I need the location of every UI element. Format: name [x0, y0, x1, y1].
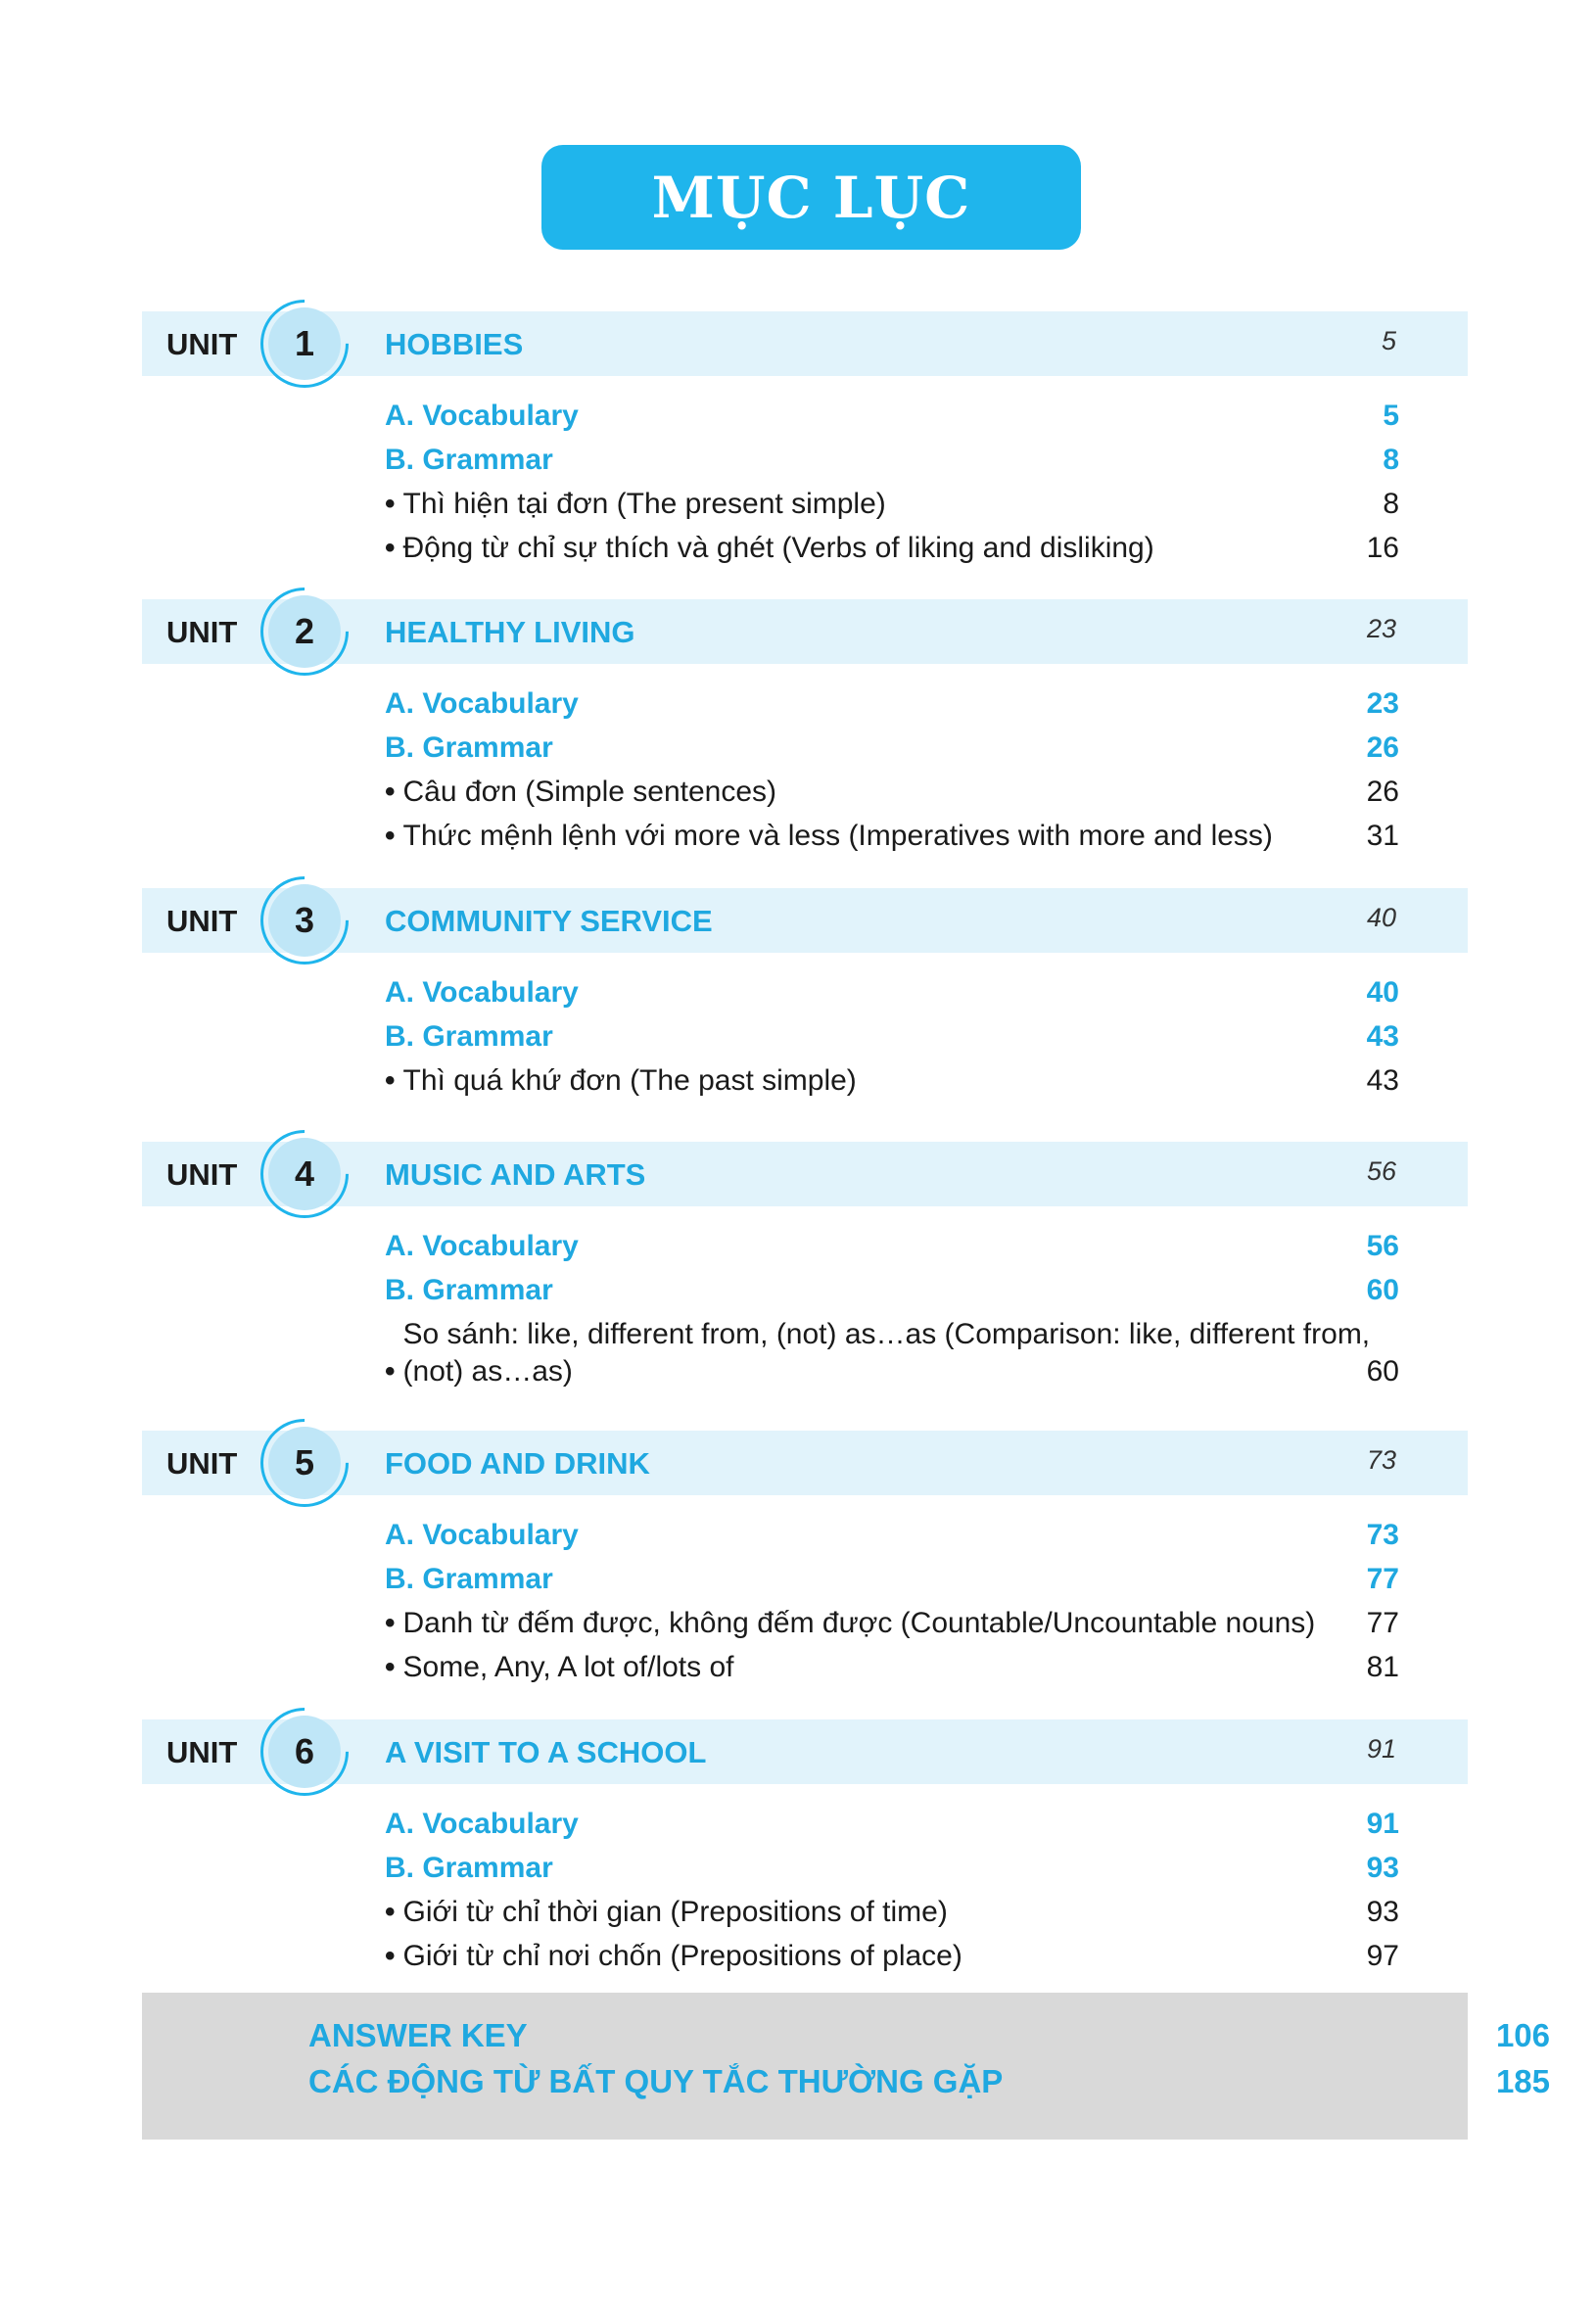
unit-page-number: 40: [1366, 903, 1396, 932]
toc-subentry[interactable]: [385, 1062, 1399, 1100]
unit-label: UNIT: [166, 1446, 238, 1481]
unit-title[interactable]: MUSIC AND ARTS: [385, 1157, 646, 1192]
toc-section-entry[interactable]: [385, 685, 1399, 723]
entry-text: Grammar: [422, 444, 553, 476]
unit-number-badge: [260, 1130, 354, 1224]
toc-subentry[interactable]: [385, 1316, 1399, 1390]
section-letter: B.: [385, 731, 414, 764]
bullet-icon: •: [385, 1064, 396, 1097]
entry-page-number: 93: [1366, 1896, 1399, 1928]
unit-number: 1: [268, 307, 341, 380]
entry-page-number: 91: [1366, 1808, 1399, 1840]
toc-subentry[interactable]: [385, 774, 1399, 811]
bullet-icon: •: [385, 1896, 396, 1928]
toc-section-entry[interactable]: [385, 1228, 1399, 1265]
toc-section-entry[interactable]: [385, 1850, 1399, 1887]
unit-page-number: 73: [1366, 1445, 1396, 1475]
entry-text: So sánh: like, different from, (not) as…as (Comparison: like, different from, (not) as…as): [402, 1318, 1371, 1388]
unit-title[interactable]: FOOD AND DRINK: [385, 1446, 650, 1481]
toc-subentry[interactable]: [385, 1649, 1399, 1686]
footer-item-label: CÁC ĐỘNG TỪ BẤT QUY TẮC THƯỜNG GẶP: [308, 2063, 1004, 2099]
toc-subentry[interactable]: [385, 1938, 1399, 1975]
toc-subentry[interactable]: [385, 1605, 1399, 1642]
toc-subentry[interactable]: [385, 1894, 1399, 1931]
toc-section-entry[interactable]: [385, 729, 1399, 767]
entry-page-number: 26: [1366, 731, 1399, 764]
entry-page-number: 77: [1366, 1563, 1399, 1595]
entry-text: Giới từ chỉ thời gian (Prepositions of time): [402, 1896, 948, 1928]
section-letter: A.: [385, 1808, 414, 1840]
bullet-icon: •: [385, 488, 396, 520]
unit-number-badge: [260, 588, 354, 682]
toc-section-entry[interactable]: [385, 1517, 1399, 1554]
unit-page-number: 56: [1366, 1156, 1396, 1186]
toc-section-entry[interactable]: [385, 398, 1399, 435]
unit-label: UNIT: [166, 615, 238, 649]
entry-text: Vocabulary: [422, 400, 579, 432]
unit-title[interactable]: HOBBIES: [385, 327, 524, 361]
entry-page-number: 73: [1366, 1519, 1399, 1551]
footer-item-label: ANSWER KEY: [308, 2017, 528, 2053]
unit-title[interactable]: HEALTHY LIVING: [385, 615, 635, 649]
unit-page-number: 5: [1381, 326, 1396, 355]
entry-text: Grammar: [422, 731, 553, 764]
unit-label: UNIT: [166, 1157, 238, 1192]
entry-page-number: 60: [1366, 1355, 1399, 1388]
entry-page-number: 93: [1366, 1852, 1399, 1884]
unit-number-badge: [260, 1419, 354, 1513]
unit-label: UNIT: [166, 1735, 238, 1769]
toc-section-entry[interactable]: [385, 974, 1399, 1012]
unit-page-number: 23: [1366, 614, 1396, 643]
entry-page-number: 16: [1366, 532, 1399, 564]
entry-text: Vocabulary: [422, 1230, 579, 1262]
unit-number-badge: [260, 300, 354, 394]
unit-title[interactable]: COMMUNITY SERVICE: [385, 904, 713, 938]
entry-page-number: 8: [1383, 488, 1399, 520]
entry-page-number: 26: [1366, 776, 1399, 808]
entry-page-number: 77: [1366, 1607, 1399, 1639]
entry-text: Grammar: [422, 1563, 553, 1595]
unit-label: UNIT: [166, 327, 238, 361]
bullet-icon: •: [385, 532, 396, 564]
entry-page-number: 31: [1366, 820, 1399, 852]
toc-subentry[interactable]: [385, 486, 1399, 523]
section-letter: B.: [385, 1852, 414, 1884]
entry-text: Câu đơn (Simple sentences): [402, 776, 777, 808]
footer-item-answer-key[interactable]: [308, 2017, 1550, 2054]
bullet-icon: •: [385, 1651, 396, 1683]
unit-number-badge: [260, 876, 354, 970]
section-letter: A.: [385, 1230, 414, 1262]
section-letter: A.: [385, 976, 414, 1009]
unit-number: 6: [268, 1716, 341, 1788]
footer-item-page: 185: [1495, 2063, 1550, 2099]
entry-text: Danh từ đếm được, không đếm được (Countable/Uncountable nouns): [402, 1607, 1316, 1639]
entry-page-number: 56: [1366, 1230, 1399, 1262]
footer-box: [142, 1993, 1550, 2140]
bullet-icon: •: [385, 1940, 396, 1972]
entry-text: Vocabulary: [422, 1519, 579, 1551]
bullet-icon: •: [385, 1355, 396, 1388]
section-letter: B.: [385, 1020, 414, 1053]
unit-number: 4: [268, 1138, 341, 1210]
unit-number: 2: [268, 595, 341, 668]
entry-page-number: 5: [1383, 400, 1399, 432]
entry-page-number: 40: [1366, 976, 1399, 1009]
footer-item-page: 106: [1495, 2017, 1550, 2053]
section-letter: B.: [385, 1563, 414, 1595]
unit-number: 3: [268, 884, 341, 957]
entry-text: Grammar: [422, 1852, 553, 1884]
entry-page-number: 97: [1366, 1940, 1399, 1972]
entry-text: Thì hiện tại đơn (The present simple): [402, 488, 886, 520]
bullet-icon: •: [385, 820, 396, 852]
toc-section-entry[interactable]: [385, 1272, 1399, 1309]
section-letter: A.: [385, 400, 414, 432]
bullet-icon: •: [385, 776, 396, 808]
section-letter: B.: [385, 1274, 414, 1306]
entry-page-number: 43: [1366, 1064, 1399, 1097]
page-title: MỤC LỤC: [651, 164, 971, 231]
unit-number-badge: [260, 1708, 354, 1802]
entry-page-number: 43: [1366, 1020, 1399, 1053]
entry-text: Vocabulary: [422, 976, 579, 1009]
unit-title[interactable]: A VISIT TO A SCHOOL: [385, 1735, 707, 1769]
entry-text: Grammar: [422, 1020, 553, 1053]
unit-page-number: 91: [1366, 1734, 1396, 1764]
entry-text: Vocabulary: [422, 687, 579, 720]
entry-text: Some, Any, A lot of/lots of: [402, 1651, 734, 1683]
section-letter: B.: [385, 444, 414, 476]
entry-text: Động từ chỉ sự thích và ghét (Verbs of liking and disliking): [402, 532, 1154, 564]
toc-section-entry[interactable]: [385, 1806, 1399, 1843]
section-letter: A.: [385, 687, 414, 720]
entry-page-number: 23: [1366, 687, 1399, 720]
footer-item-irregular-verbs[interactable]: [308, 2063, 1550, 2100]
toc-section-entry[interactable]: [385, 1561, 1399, 1598]
bullet-icon: •: [385, 1607, 396, 1639]
entry-text: Thì quá khứ đơn (The past simple): [402, 1064, 857, 1097]
unit-label: UNIT: [166, 904, 238, 938]
entry-text: Grammar: [422, 1274, 553, 1306]
entry-text: Giới từ chỉ nơi chốn (Prepositions of place): [402, 1940, 962, 1972]
entry-text: Vocabulary: [422, 1808, 579, 1840]
unit-number: 5: [268, 1427, 341, 1499]
entry-page-number: 60: [1366, 1274, 1399, 1306]
toc-subentry[interactable]: [385, 530, 1399, 567]
toc-section-entry[interactable]: [385, 1018, 1399, 1056]
entry-page-number: 8: [1383, 444, 1399, 476]
page-title-banner: [541, 145, 1081, 250]
entry-text: Thức mệnh lệnh với more và less (Imperatives with more and less): [402, 820, 1273, 852]
toc-subentry[interactable]: [385, 818, 1399, 855]
toc-section-entry[interactable]: [385, 442, 1399, 479]
section-letter: A.: [385, 1519, 414, 1551]
entry-page-number: 81: [1366, 1651, 1399, 1683]
